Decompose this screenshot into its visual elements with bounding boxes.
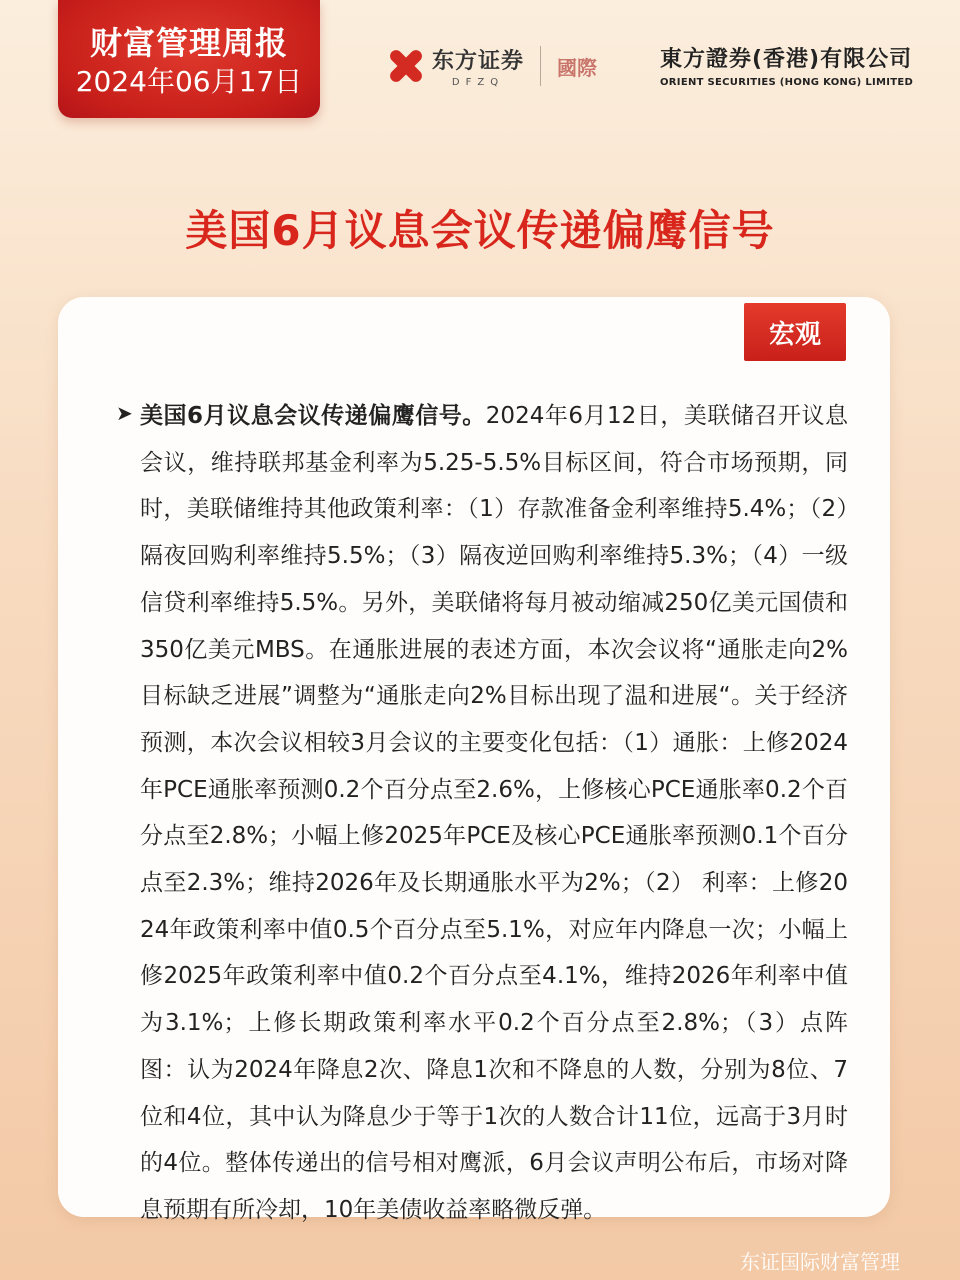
page-title: 美国6月议息会议传递偏鹰信号 — [185, 206, 775, 255]
logo-intl: 國際 — [557, 55, 598, 80]
article-text: 2024年6月12日，美联储召开议息会议，维持联邦基金利率为5.25-5.5%目标区间，符合市场预期，同时，美联储维持其他政策利率：（1）存款准备金利率维持5.4%；（2）隔夜回购利率维持5.5%；（3）隔夜逆回购利率维持5.3%；（4）一级信贷利率维持5.5%。另外，美联储将每月被动缩减250亿美元国债和350亿美元MBS。在通胀进展的表述方面，本次会议将“通胀走向2%目标缺乏进展”调整为“通胀走向2%目标出现了温和进展“。关于经济预测，本次会议相较3月会议的主要变化包括：（1）通胀：上修2024年PCE通胀率预测0.2个百分点至2.6%，上修核心PCE通胀率0.2个百分点至2.8%；小幅上修2025年PCE及核心PCE通胀率预测0.1个百分点至2.3%；维持2026年及长期通胀水平为2%；（2） 利率：上修2024年政策利率中值0.5个百分点至5.1%，对应年内降息一次；小幅上修2025年政策利率中值0.2个百分点至4.1%，维持2026年利率中值为3.1%；上修长期政策利率水平0.2个百分点至2.8%；（3）点阵图：认为2024年降息2次、降息1次和不降息的人数，分别为8位、7位和4位，其中认为降息少于等于1次的人数合计11位，远高于3月时的4位。整体传递出的信号相对鹰派，6月会议声明公布后，市场对降息预期有所冷却，10年美债收益率略微反弹。 — [140, 403, 848, 1223]
logo-divider — [540, 46, 541, 86]
badge-title: 财富管理周报 — [89, 24, 288, 62]
dfzq-logo-icon — [388, 48, 424, 84]
category-tag: 宏观 — [744, 303, 846, 361]
hk-company-name-cn: 東方證券(香港)有限公司 — [660, 47, 913, 72]
arrow-right-icon: ➤ — [116, 401, 133, 425]
logo-cn-name: 东方证券 — [432, 49, 525, 74]
hk-company-name-en: ORIENT SECURITIES (HONG KONG) LIMITED — [660, 77, 914, 88]
dfzq-logo — [388, 38, 597, 94]
article-body — [140, 393, 848, 1234]
content-card — [58, 297, 890, 1223]
logo-en-name: DFZQ — [451, 77, 505, 88]
hk-company-logo — [660, 42, 913, 88]
report-badge — [58, 0, 320, 118]
badge-date: 2024年06月17日 — [75, 65, 303, 98]
footer-brand: 东证国际财富管理 — [740, 1250, 900, 1274]
article-lead: 美国6月议息会议传递偏鹰信号。 — [140, 403, 486, 429]
